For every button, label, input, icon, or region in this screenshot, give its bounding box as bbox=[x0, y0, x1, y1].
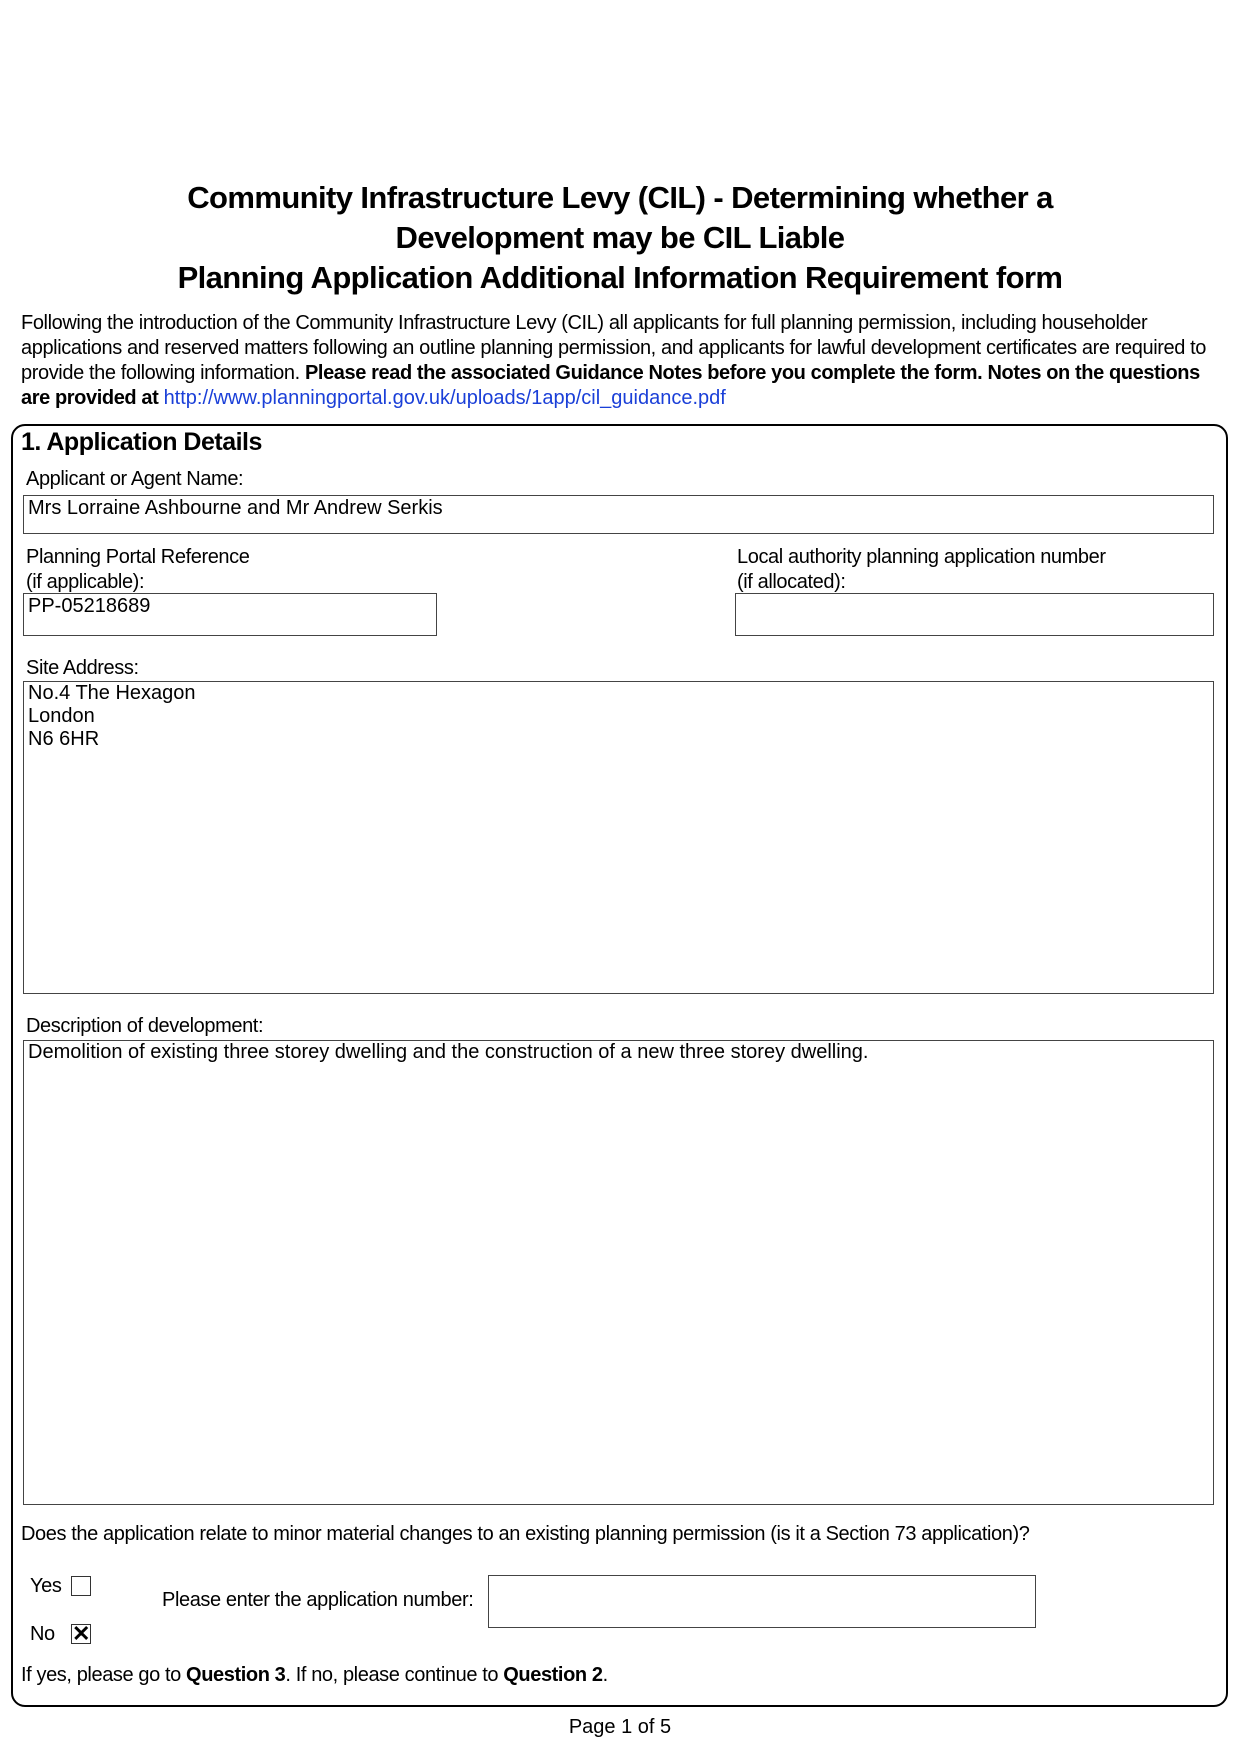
instruction-mid: . If no, please continue to bbox=[285, 1664, 504, 1686]
title-line-2: Development may be CIL Liable bbox=[395, 220, 845, 255]
description-field[interactable]: Demolition of existing three storey dwelling and the construction of a new three storey dwelling. bbox=[23, 1040, 1214, 1505]
title-line-3: Planning Application Additional Information Requirement form bbox=[177, 260, 1063, 295]
navigation-instruction bbox=[21, 1663, 608, 1688]
intro-text: Following the introduction of the Community Infrastructure Levy (CIL) all applicants for full planning permission, including householder applications and reserved matters following an outline planning permission, and applicants for lawful development certificates are required to provide the following information. bbox=[21, 312, 1207, 384]
portal-ref-sublabel: (if applicable): bbox=[26, 571, 145, 593]
check-mark-icon: ✕ bbox=[72, 1621, 91, 1646]
form-title bbox=[0, 178, 1240, 298]
instruction-end: . bbox=[602, 1664, 608, 1686]
instruction-pre: If yes, please go to bbox=[21, 1664, 187, 1686]
section73-question: Does the application relate to minor material changes to an existing planning permission (is it a Section 73 application)? bbox=[21, 1523, 1030, 1545]
portal-ref-label: Planning Portal Reference bbox=[26, 546, 250, 568]
title-line-1: Community Infrastructure Levy (CIL) - Determining whether a bbox=[187, 180, 1053, 215]
no-label: No bbox=[30, 1623, 55, 1645]
la-number-label: Local authority planning application number bbox=[737, 546, 1106, 568]
site-address-field[interactable]: No.4 The Hexagon London N6 6HR bbox=[23, 681, 1214, 994]
la-number-sublabel: (if allocated): bbox=[737, 571, 846, 593]
instruction-question-3: Question 3 bbox=[186, 1664, 286, 1686]
application-number-field[interactable] bbox=[488, 1575, 1036, 1628]
guidance-link[interactable]: http://www.planningportal.gov.uk/uploads/1app/cil_guidance.pdf bbox=[163, 387, 726, 409]
la-application-number-field[interactable] bbox=[735, 593, 1214, 636]
yes-label: Yes bbox=[30, 1575, 62, 1597]
applicant-name-field[interactable]: Mrs Lorraine Ashbourne and Mr Andrew Serkis bbox=[23, 495, 1214, 534]
intro-paragraph bbox=[21, 311, 1221, 411]
applicant-label: Applicant or Agent Name: bbox=[26, 468, 244, 490]
section-title: 1. Application Details bbox=[21, 428, 262, 456]
page-number: Page 1 of 5 bbox=[568, 1716, 672, 1738]
intro-bold-text: Please read the associated Guidance Notes before you complete the form. Notes on the questions are provided at bbox=[21, 362, 1200, 409]
instruction-question-2: Question 2 bbox=[503, 1664, 603, 1686]
no-checkbox[interactable] bbox=[71, 1621, 91, 1646]
description-label: Description of development: bbox=[26, 1015, 264, 1037]
portal-reference-field[interactable]: PP-05218689 bbox=[23, 593, 437, 636]
app-number-label: Please enter the application number: bbox=[162, 1589, 474, 1611]
site-address-label: Site Address: bbox=[26, 657, 139, 679]
yes-checkbox[interactable] bbox=[71, 1576, 91, 1596]
